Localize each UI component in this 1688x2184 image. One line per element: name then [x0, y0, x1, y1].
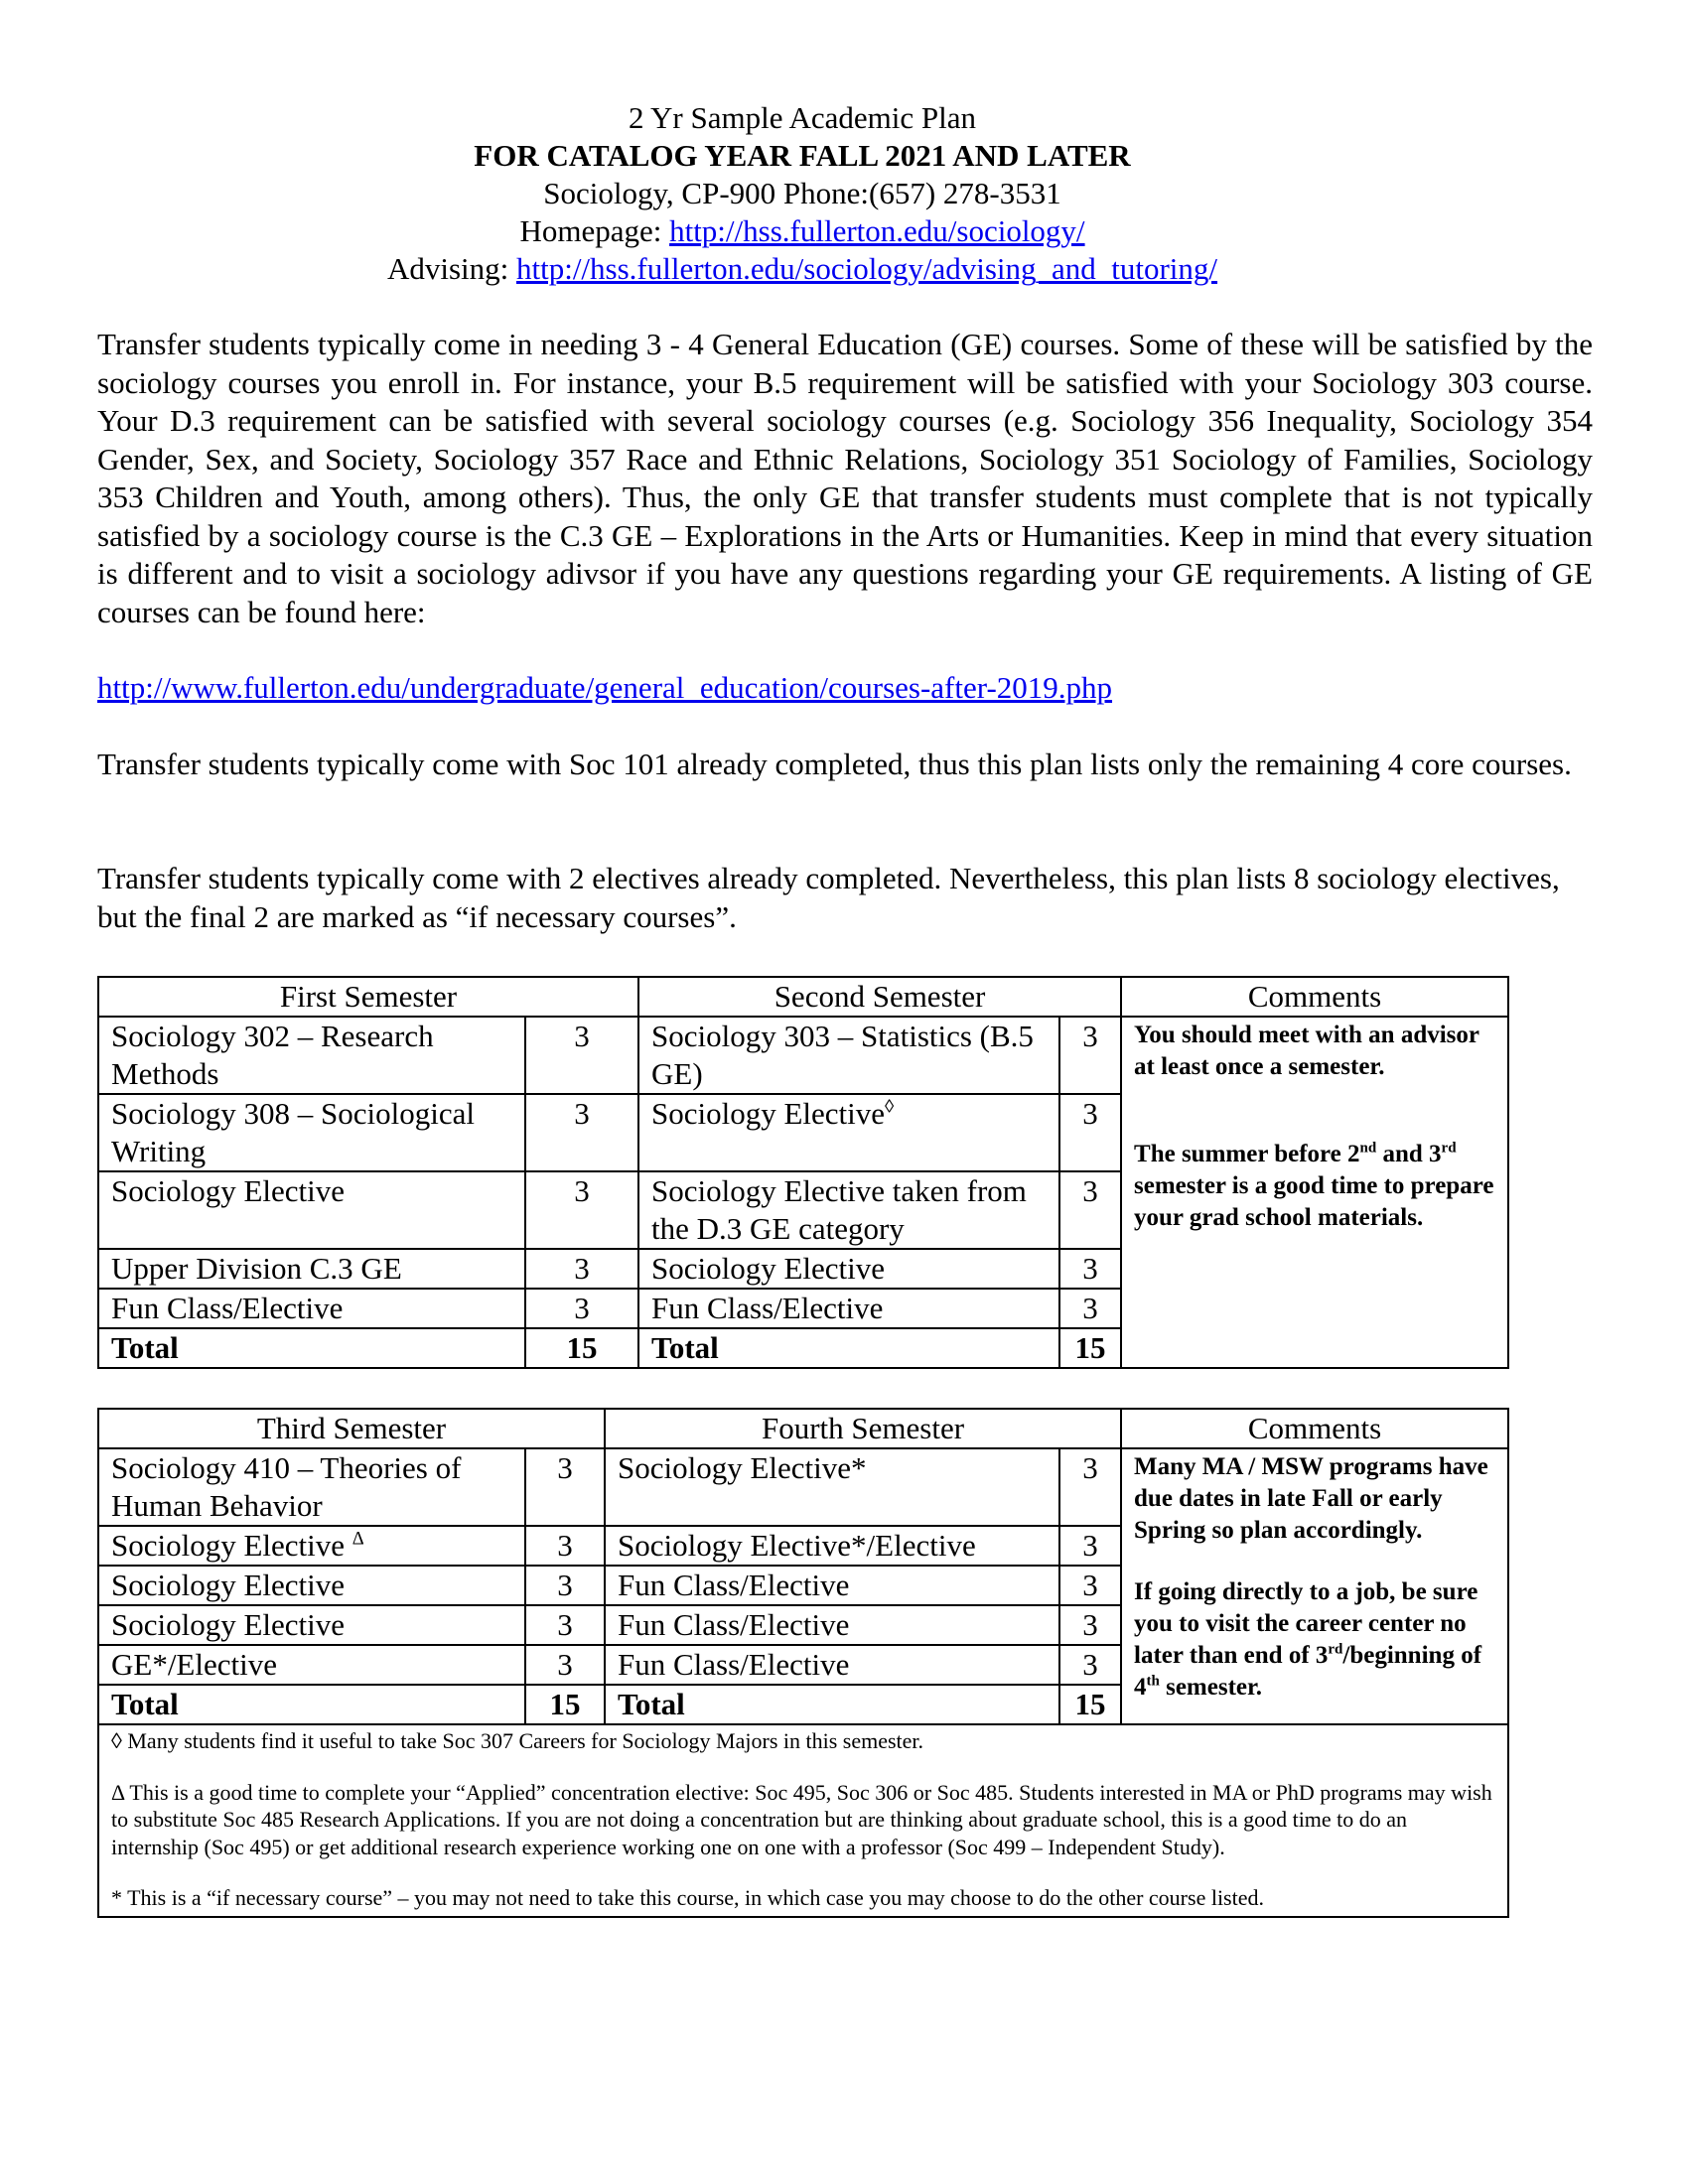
homepage-link[interactable]: http://hss.fullerton.edu/sociology/: [669, 213, 1085, 248]
advising-line: [97, 250, 1507, 288]
grad-school-comment: [1134, 1139, 1495, 1234]
footnotes-cell: [98, 1724, 1508, 1917]
comment-text: The summer before 2: [1134, 1141, 1360, 1167]
delta-footnote-mark: Δ: [352, 1528, 364, 1550]
ge-courses-link[interactable]: http://www.fullerton.edu/undergraduate/general_education/courses-after-2019.php: [97, 670, 1113, 705]
course-cell: Fun Class/Elective: [605, 1645, 1059, 1685]
comments-header: Comments: [1121, 977, 1508, 1017]
total-label: Total: [638, 1328, 1059, 1368]
document-header: [97, 99, 1507, 288]
credits-cell: 3: [1059, 1249, 1121, 1289]
footnotes-row: [98, 1724, 1508, 1917]
course-cell: [98, 1526, 525, 1566]
total-credits: 15: [1059, 1328, 1121, 1368]
department-contact: Sociology, CP-900 Phone:(657) 278-3531: [543, 176, 1061, 210]
credits-cell: 3: [525, 1249, 638, 1289]
career-center-comment: [1134, 1576, 1495, 1704]
intro-paragraph-core: Transfer students typically come with Soc 101 already completed, thus this plan lists only the remaining 4 core courses.: [97, 747, 1572, 781]
table-header-row: [98, 1409, 1508, 1448]
plan-title: 2 Yr Sample Academic Plan: [628, 100, 977, 135]
course-name: Sociology Elective: [651, 1096, 886, 1131]
credits-cell: 3: [525, 1526, 605, 1566]
course-cell: GE*/Elective: [98, 1645, 525, 1685]
course-cell: Sociology Elective: [98, 1566, 525, 1605]
total-credits: 15: [1059, 1685, 1121, 1724]
ordinal-suffix: rd: [1441, 1140, 1457, 1157]
total-credits: 15: [525, 1685, 605, 1724]
table-header-row: [98, 977, 1508, 1017]
course-cell: Sociology 410 – Theories of Human Behavior: [98, 1448, 525, 1526]
intro-paragraph-ge: Transfer students typically come in needing 3 - 4 General Education (GE) courses. Some of these will be satisfied by the sociology courses you enroll in. For instance, your B.5 requirement will be satisfied with your Sociology 303 course. Your D.3 requirement can be satisfied with several sociology courses (e.g. Sociology 356 Inequality, Sociology 354 Gender, Sex, and Society, Sociology 357 Race and Ethnic Relations, Sociology 351 Sociology of Families, Sociology 353 Children and Youth, among others). Thus, the only GE that transfer students must complete that is not typically satisfied by a sociology course is the C.3 GE – Explorations in the Arts or Humanities. Keep in mind that every situation is different and to visit a sociology adivsor if you have any questions regarding your GE requirements. A listing of GE courses can be found here:: [97, 327, 1593, 629]
credits-cell: 3: [1059, 1605, 1121, 1645]
year-two-plan-table: [97, 1408, 1509, 1918]
year-one-comments: [1121, 1017, 1508, 1368]
credits-cell: 3: [1059, 1017, 1121, 1094]
course-cell: Fun Class/Elective: [605, 1605, 1059, 1645]
asterisk-footnote: * This is a “if necessary course” – you may not need to take this course, in which case you may choose to do the other course listed.: [111, 1885, 1264, 1910]
course-cell: Sociology Elective: [98, 1605, 525, 1645]
year-two-comments: [1121, 1448, 1508, 1724]
second-semester-header: Second Semester: [638, 977, 1121, 1017]
course-cell: Sociology 308 – Sociological Writing: [98, 1094, 525, 1171]
course-cell: [638, 1094, 1059, 1171]
advising-link[interactable]: http://hss.fullerton.edu/sociology/advising_and_tutoring/: [515, 251, 1218, 286]
credits-cell: 3: [525, 1017, 638, 1094]
course-cell: Sociology 303 – Statistics (B.5 GE): [638, 1017, 1059, 1094]
course-cell: Fun Class/Elective: [98, 1289, 525, 1328]
credits-cell: 3: [525, 1171, 638, 1249]
diamond-footnote-mark: ◊: [885, 1096, 895, 1118]
credits-cell: 3: [525, 1566, 605, 1605]
credits-cell: 3: [1059, 1171, 1121, 1249]
credits-cell: 3: [525, 1605, 605, 1645]
delta-footnote: Δ This is a good time to complete your “Applied” concentration elective: Soc 495, Soc 306 or Soc 485. Students interested in MA or PhD programs may wish to substitute Soc 485 Research Applications. If you are not doing a concentration but are thinking about graduate school, this is a good time to do an internship (Soc 495) or get additional research experience working one on one with a professor (Soc 499 – Independent Study).: [111, 1779, 1492, 1859]
catalog-year: FOR CATALOG YEAR FALL 2021 AND LATER: [474, 138, 1131, 173]
credits-cell: 3: [1059, 1566, 1121, 1605]
course-cell: Sociology Elective: [638, 1249, 1059, 1289]
credits-cell: 3: [1059, 1526, 1121, 1566]
ordinal-suffix: th: [1146, 1673, 1160, 1690]
comment-text: /beginning of 4: [1134, 1642, 1482, 1701]
course-cell: Sociology Elective*/Elective: [605, 1526, 1059, 1566]
total-credits: 15: [525, 1328, 638, 1368]
credits-cell: 3: [525, 1448, 605, 1526]
advising-label: Advising:: [386, 251, 516, 286]
homepage-label: Homepage:: [519, 213, 670, 248]
first-semester-header: First Semester: [98, 977, 638, 1017]
credits-cell: 3: [525, 1645, 605, 1685]
fourth-semester-header: Fourth Semester: [605, 1409, 1121, 1448]
credits-cell: 3: [525, 1094, 638, 1171]
credits-cell: 3: [525, 1289, 638, 1328]
course-cell: Sociology 302 – Research Methods: [98, 1017, 525, 1094]
comment-text: If going directly to a job, be sure you to visit the career center no later than end of 3: [1134, 1578, 1478, 1669]
ge-courses-line: [97, 669, 1593, 708]
diamond-footnote: ◊ Many students find it useful to take Soc 307 Careers for Sociology Majors in this semester.: [111, 1728, 924, 1753]
comments-header: Comments: [1121, 1409, 1508, 1448]
intro-paragraph-electives: Transfer students typically come with 2 electives already completed. Nevertheless, this plan lists 8 sociology electives, but the final 2 are marked as “if necessary courses”.: [97, 861, 1560, 934]
course-cell: Upper Division C.3 GE: [98, 1249, 525, 1289]
course-cell: Fun Class/Elective: [605, 1566, 1059, 1605]
ordinal-suffix: rd: [1328, 1641, 1343, 1658]
total-label: Total: [98, 1328, 525, 1368]
course-cell: Sociology Elective: [98, 1171, 525, 1249]
total-label: Total: [98, 1685, 525, 1724]
comment-text: semester is a good time to prepare your grad school materials.: [1134, 1172, 1494, 1231]
total-label: Total: [605, 1685, 1059, 1724]
course-name: Sociology Elective: [111, 1528, 352, 1563]
ordinal-suffix: nd: [1359, 1140, 1377, 1157]
deadline-comment: Many MA / MSW programs have due dates in late Fall or early Spring so plan accordingly.: [1134, 1453, 1488, 1544]
course-cell: Sociology Elective taken from the D.3 GE category: [638, 1171, 1059, 1249]
homepage-line: [97, 212, 1507, 250]
third-semester-header: Third Semester: [98, 1409, 605, 1448]
table-row: [98, 1017, 1508, 1094]
credits-cell: 3: [1059, 1645, 1121, 1685]
credits-cell: 3: [1059, 1094, 1121, 1171]
table-row: [98, 1448, 1508, 1526]
credits-cell: 3: [1059, 1289, 1121, 1328]
course-cell: Fun Class/Elective: [638, 1289, 1059, 1328]
comment-text: semester.: [1159, 1674, 1263, 1701]
credits-cell: 3: [1059, 1448, 1121, 1526]
advisor-comment: You should meet with an advisor at least once a semester.: [1134, 1022, 1479, 1080]
year-one-plan-table: [97, 976, 1509, 1369]
comment-text: and 3: [1376, 1141, 1442, 1167]
course-cell: Sociology Elective*: [605, 1448, 1059, 1526]
